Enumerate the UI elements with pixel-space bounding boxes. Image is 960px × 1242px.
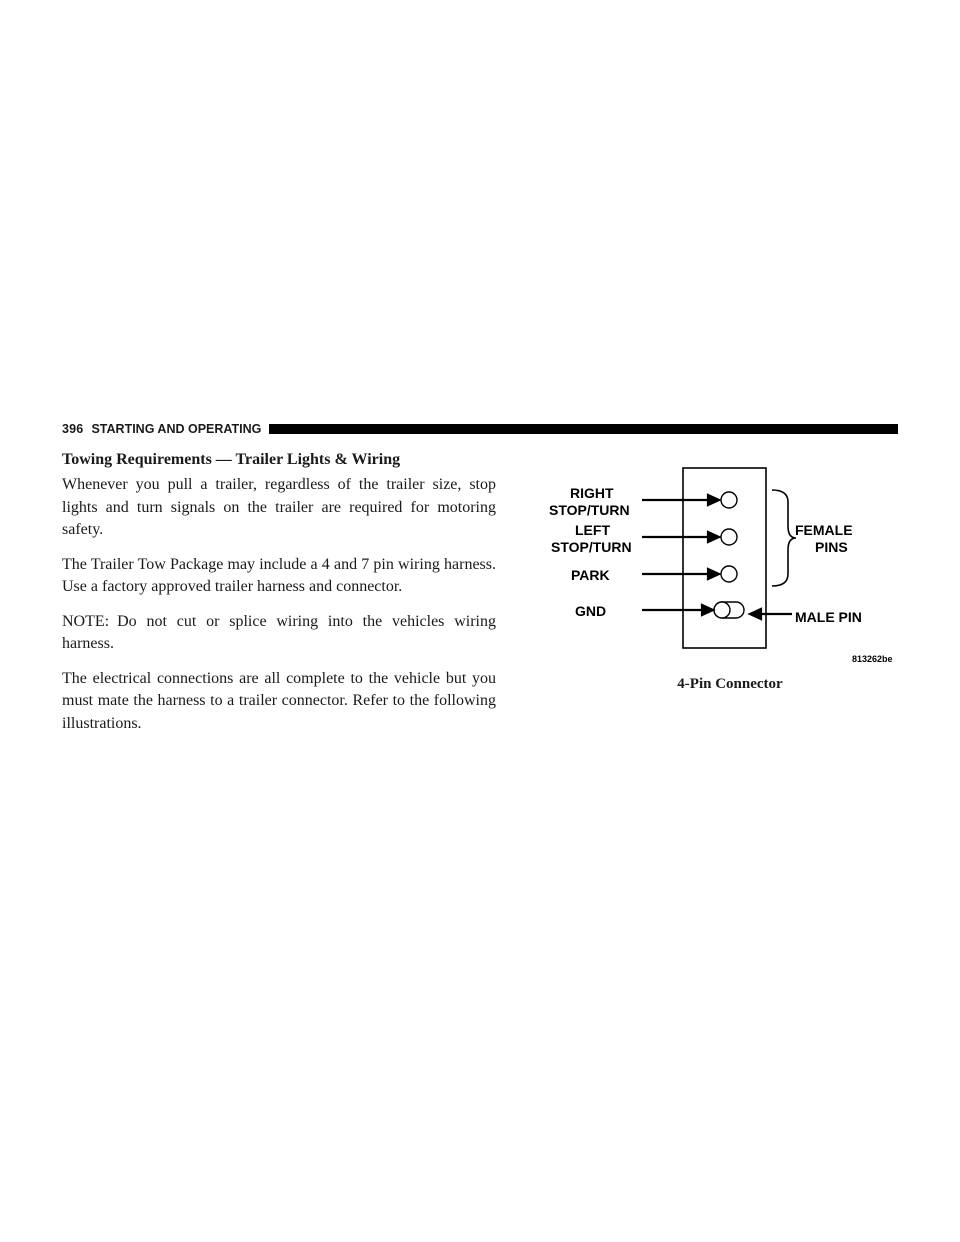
pin-left-stop-turn xyxy=(721,529,737,545)
page-number: 396 xyxy=(62,422,84,436)
label-left-stop-turn: STOP/TURN xyxy=(551,539,632,555)
label-right-stop-turn: STOP/TURN xyxy=(549,502,630,518)
pin-right-stop-turn xyxy=(721,492,737,508)
paragraph-2: The Trailer Tow Package may include a 4 and 7 pin wiring harness. Use a factory approved trailer harness and connector. xyxy=(62,555,496,595)
pin-gnd-male xyxy=(714,602,744,618)
section-title: STARTING AND OPERATING xyxy=(91,422,262,436)
label-male-pin: MALE PIN xyxy=(795,609,862,625)
note-text: Do not cut or splice wiring into the vehicles wiring harness. xyxy=(62,612,496,652)
female-pins-brace xyxy=(772,490,796,586)
pin-park xyxy=(721,566,737,582)
label-gnd: GND xyxy=(575,603,607,619)
page-header xyxy=(62,423,898,435)
header-rule xyxy=(269,424,898,434)
label-right: RIGHT xyxy=(570,485,614,501)
label-left: LEFT xyxy=(575,522,610,538)
connector-figure xyxy=(540,462,900,702)
body-text xyxy=(62,450,496,747)
label-park: PARK xyxy=(571,567,610,583)
paragraph-1: Whenever you pull a trailer, regardless of the trailer size, stop lights and turn signals on the trailer are required for motoring safety. xyxy=(62,476,496,538)
paragraph-3: The electrical connections are all complete to the vehicle but you must mate the harness to a trailer connector. Refer to the following illustrations. xyxy=(62,669,496,732)
connector-diagram xyxy=(540,462,900,672)
note-label: NOTE: xyxy=(62,612,110,630)
note-paragraph xyxy=(62,611,496,656)
label-female: FEMALE xyxy=(795,522,853,538)
section-heading: Towing Requirements — Trailer Lights & Wiring xyxy=(62,451,401,468)
figure-code: 813262be xyxy=(852,654,893,664)
figure-caption: 4-Pin Connector xyxy=(677,676,783,692)
label-pins: PINS xyxy=(815,539,848,555)
